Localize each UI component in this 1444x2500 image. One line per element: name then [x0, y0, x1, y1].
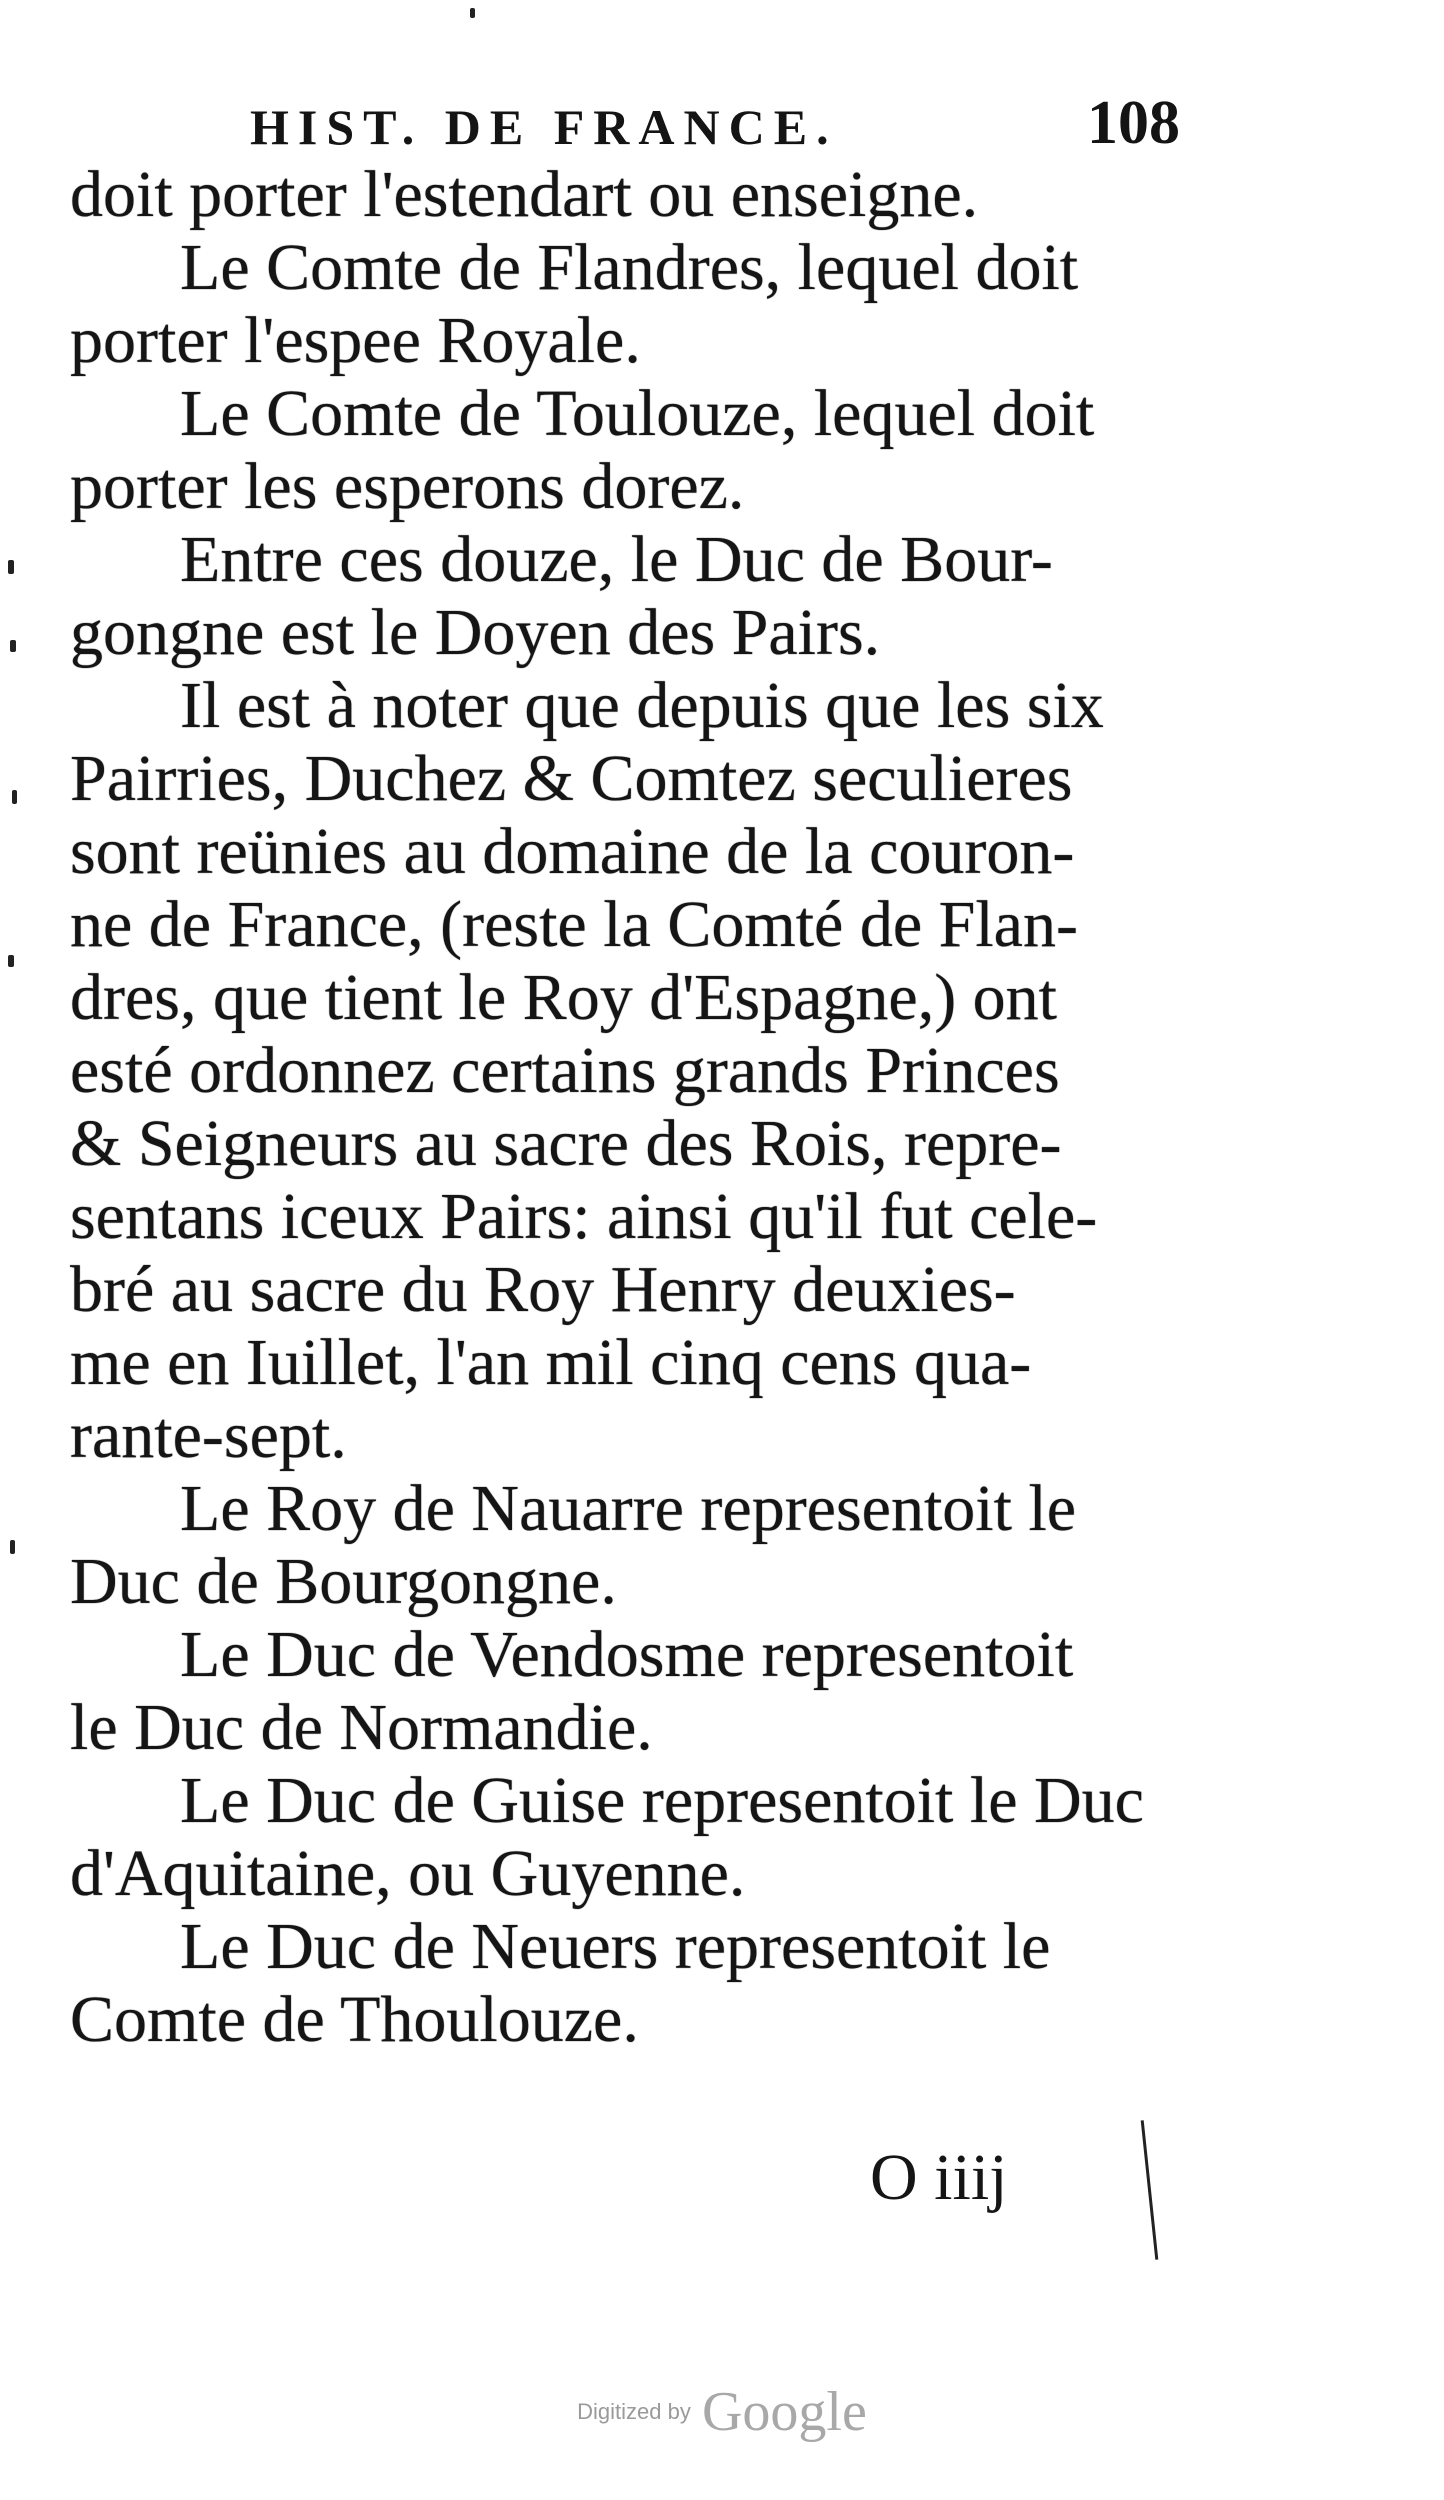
text-line: Le Duc de Vendosme representoit [180, 1618, 1074, 1691]
ink-speck [8, 560, 14, 574]
text-line: Le Duc de Guise representoit le Duc [180, 1764, 1144, 1837]
text-line: & Seigneurs au sacre des Rois, repre- [70, 1107, 1062, 1180]
text-line: Comte de Thoulouze. [70, 1983, 639, 2056]
margin-mark [1141, 2120, 1159, 2260]
page-number: 108 [1087, 89, 1180, 157]
text-line: esté ordonnez certains grands Princes [70, 1034, 1060, 1107]
text-line: d'Aquitaine, ou Guyenne. [70, 1837, 746, 1910]
text-line: bré au sacre du Roy Henry deuxies- [70, 1253, 1016, 1326]
text-line: Le Roy de Nauarre representoit le [180, 1472, 1077, 1545]
text-line: Il est à noter que depuis que les six [180, 669, 1104, 742]
ink-speck [12, 790, 17, 804]
text-line: Pairries, Duchez & Comtez seculieres [70, 742, 1073, 815]
text-line: sont reünies au domaine de la couron- [70, 815, 1075, 888]
text-line: ne de France, (reste la Comté de Flan- [70, 888, 1078, 961]
text-line: porter l'espee Royale. [70, 304, 641, 377]
text-line: Le Duc de Neuers representoit le [180, 1910, 1051, 1983]
page-header [250, 88, 1180, 158]
google-logo: Google [701, 2381, 867, 2443]
text-line: le Duc de Normandie. [70, 1691, 653, 1764]
ink-speck [10, 1540, 15, 1554]
ink-speck [10, 640, 16, 652]
ink-speck [470, 8, 475, 18]
digitized-watermark [0, 2380, 1444, 2444]
body-text [70, 158, 1205, 2056]
signature-mark: O iiij [870, 2141, 1008, 2214]
text-line: Le Comte de Flandres, lequel doit [180, 231, 1079, 304]
text-line: sentans iceux Pairs: ainsi qu'il fut cele- [70, 1180, 1098, 1253]
text-line: me en Iuillet, l'an mil cinq cens qua- [70, 1326, 1032, 1399]
text-line: porter les esperons dorez. [70, 450, 745, 523]
text-line: rante-sept. [70, 1399, 347, 1472]
text-line: doit porter l'estendart ou enseigne. [70, 158, 979, 231]
text-line: Le Comte de Toulouze, lequel doit [180, 377, 1095, 450]
running-head: HIST. DE FRANCE. [250, 99, 838, 155]
ink-speck [8, 955, 14, 967]
text-line: dres, que tient le Roy d'Espagne,) ont [70, 961, 1058, 1034]
text-line: Entre ces douze, le Duc de Bour- [180, 523, 1053, 596]
text-line: Duc de Bourgongne. [70, 1545, 617, 1618]
text-line: gongne est le Doyen des Pairs. [70, 596, 881, 669]
watermark-prefix: Digitized by [577, 2399, 691, 2424]
